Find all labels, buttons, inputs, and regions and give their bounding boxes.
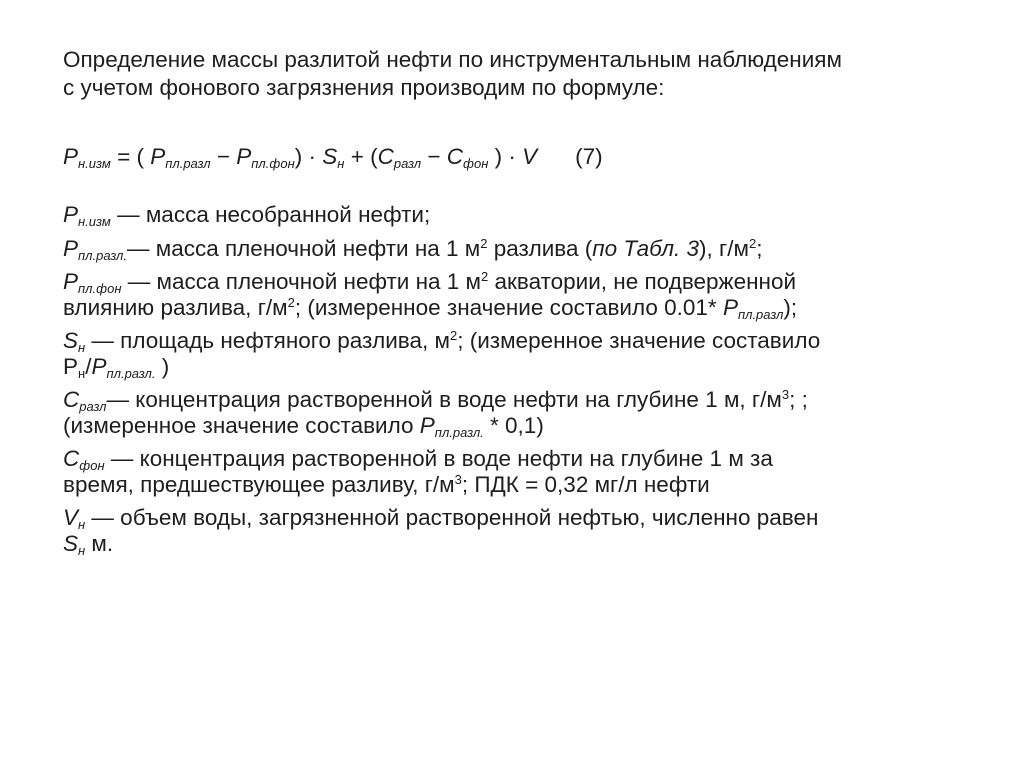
def-subscript: пл.разл. [106,365,156,381]
def-text: — концентрация растворенной в воде нефти на глубине 1 м за [104,446,773,471]
def-subscript: фон [79,458,105,473]
def-symbol: P [91,353,107,379]
def-superscript: 2 [481,269,489,284]
def-text: — концентрация растворенной в воде нефти на глубине 1 м, г/м [106,387,782,412]
def-subscript: пл.разл. [434,424,484,440]
def-superscript: 2 [748,235,757,251]
def-text: / [85,353,92,379]
def-text: м. [85,530,114,556]
formula-7 [63,142,963,172]
def-text: ; (измеренное значение составило [457,328,821,353]
intro-line-1: Определение массы разлитой нефти по инструментальным наблюдениям [63,47,842,72]
def-symbol: S [63,328,79,353]
def-subscript: пл.разл. [78,247,127,263]
definition-item [63,446,963,497]
formula-op: ) · [294,144,323,169]
def-superscript: 3 [454,471,462,487]
def-symbol: P [63,202,79,227]
intro-paragraph [63,46,963,102]
def-text: — масса несобранной нефти; [110,202,431,227]
def-text: ) [155,353,170,379]
formula-op: ) · [488,144,523,169]
formula-p: P [150,144,166,169]
def-subscript: пл.фон [78,281,122,296]
def-table-reference: по Табл. 3 [592,235,700,261]
def-subscript: н.изм [78,214,111,229]
formula-sub: н [337,156,345,171]
def-subscript: н [78,365,86,381]
definition-item [63,387,963,438]
formula-sub: разл [393,156,422,171]
def-superscript: 2 [449,328,458,343]
def-subscript: пл.разл [737,306,784,322]
definition-item [63,505,963,556]
def-text: акватории, не подверженной [488,269,797,294]
def-text: ), г/м [699,235,749,261]
def-text: ; ПДК = 0,32 мг/л нефти [461,471,710,497]
def-subscript: н [78,517,86,532]
def-text: разлива ( [487,235,593,261]
def-symbol: P [63,269,79,294]
def-text: влиянию разлива, г/м [63,294,288,320]
def-text: ); [783,294,798,320]
def-symbol: P [419,412,435,438]
definition-item [63,202,963,228]
definition-item [63,236,963,262]
def-text: Р [63,353,79,379]
formula-p: P [63,144,79,169]
def-subscript: н [78,340,86,355]
definitions-list [63,202,963,556]
formula-op: − [421,144,447,169]
def-subscript: н [78,542,86,558]
def-text: — масса пленочной нефти на 1 м [121,269,482,294]
formula-op: − [210,144,237,169]
definition-item [63,328,963,379]
def-text: ; [756,235,763,261]
formula-s: S [322,144,338,169]
formula-v: V [522,144,538,169]
def-symbol: C [63,446,80,471]
def-symbol: P [63,235,79,261]
def-text: (измеренное значение составило [63,412,420,438]
def-text: время, предшествующее разливу, г/м [63,471,455,497]
formula-c: C [377,144,394,169]
definition-item [63,269,963,320]
def-superscript: 2 [287,294,295,310]
formula-sub: пл.разл [165,156,211,171]
def-text: — объем воды, загрязненной растворенной нефтью, численно равен [85,505,819,530]
slide-content [63,46,963,564]
def-text: ; ; [789,387,808,412]
def-superscript: 2 [480,235,488,251]
def-text: ; (измеренное значение составило 0.01* [294,294,723,320]
formula-op: = ( [110,144,151,169]
formula-op: + ( [344,144,378,169]
formula-sub: н.изм [78,156,111,171]
def-text: * 0,1) [483,412,544,438]
formula-p: P [236,144,252,169]
intro-line-2: с учетом фонового загрязнения производим по формуле: [63,75,665,100]
formula-sub: пл.фон [251,156,295,171]
def-symbol: C [63,387,80,412]
formula-sub: фон [463,156,489,171]
def-symbol: S [63,530,79,556]
def-symbol: P [722,294,738,320]
def-symbol: V [63,505,79,530]
def-text: — масса пленочной нефти на 1 м [127,235,481,261]
def-text: — площадь нефтяного разлива, м [85,328,450,353]
def-superscript: 3 [781,387,790,402]
def-subscript: разл [79,399,107,414]
formula-c: C [446,144,464,169]
equation-number: (7) [575,144,603,169]
